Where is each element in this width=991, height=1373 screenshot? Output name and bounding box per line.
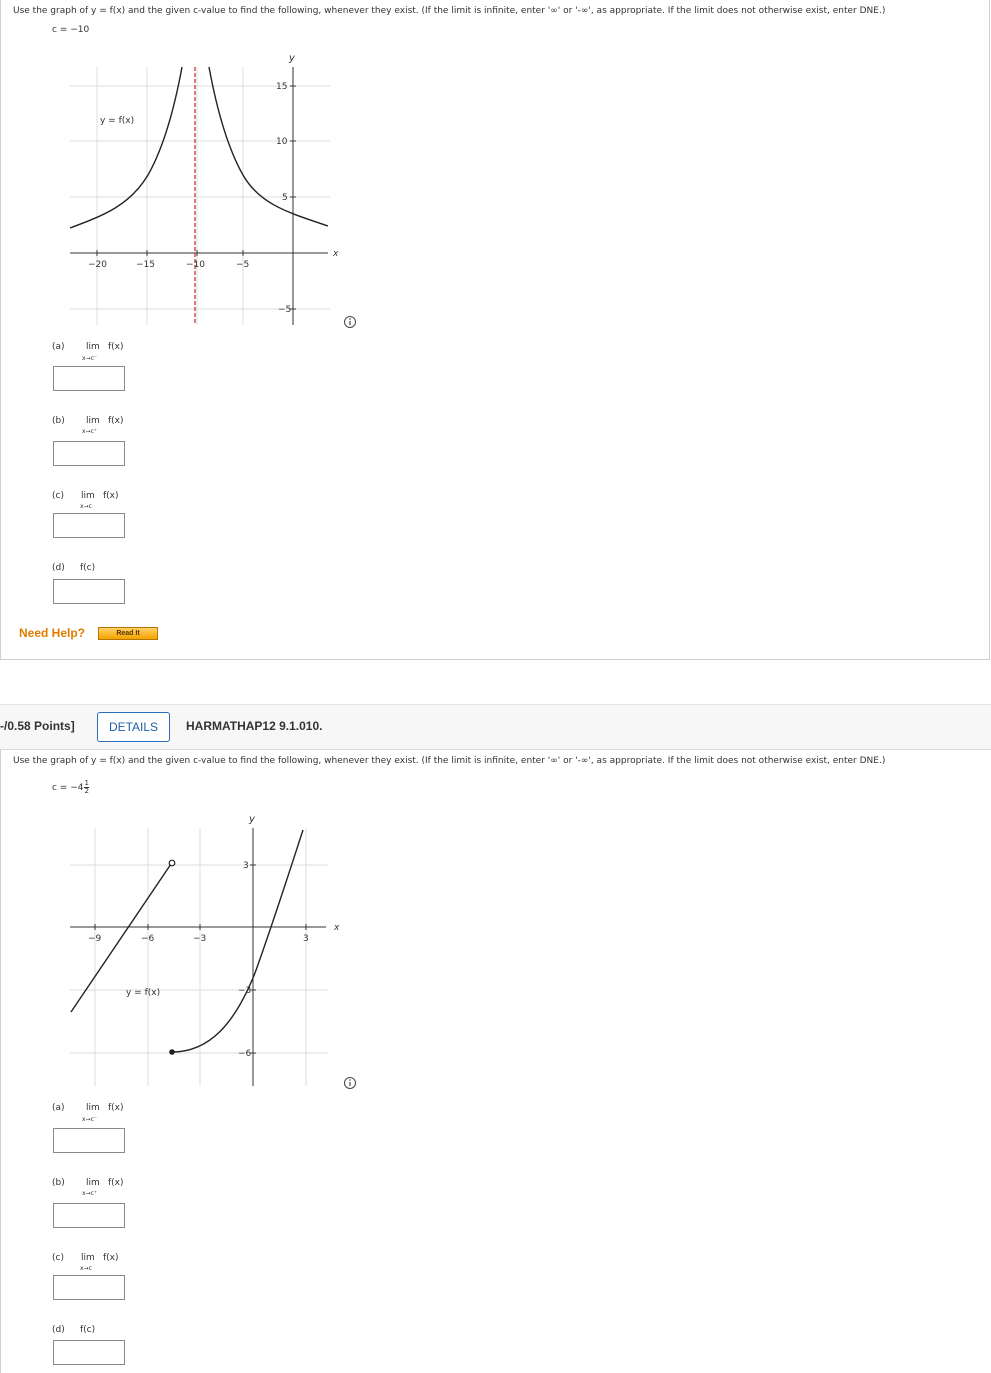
part-d-label: (d) — [52, 1325, 65, 1335]
part-a-sub: x→c⁻ — [82, 1116, 98, 1123]
points-label: -/0.58 Points] — [0, 719, 75, 733]
part-c-func: f(x) — [103, 491, 119, 501]
y-axis-label: y — [289, 53, 295, 64]
part-d-expr: f(c) — [80, 563, 96, 573]
answer-input-d[interactable] — [53, 579, 125, 604]
x-tick-label: −5 — [236, 260, 250, 270]
part-b-sub: x→c⁺ — [82, 428, 98, 435]
need-help-label: Need Help? — [19, 626, 86, 640]
answer-input-d[interactable] — [53, 1340, 125, 1365]
part-c-label: (c) — [52, 1253, 64, 1263]
x-tick-label: 3 — [303, 934, 309, 944]
part-a-func: f(x) — [108, 342, 124, 352]
part-b-label: (b) — [52, 416, 65, 426]
problem-2-instructions: Use the graph of y = f(x) and the given c-value to find the following, whenever they exist. (If the limit is infinite, enter '∞' or '-∞', as appropriate. If the limit does not otherwise exist, enter DNE.) — [13, 756, 886, 766]
part-c-lim: lim — [81, 491, 95, 501]
c-value-numerator: 1 — [84, 779, 89, 787]
y-tick-label: −5 — [278, 305, 292, 315]
answer-input-a[interactable] — [53, 1128, 125, 1153]
part-b-lim: lim — [86, 416, 100, 426]
x-tick-label: −15 — [136, 260, 155, 270]
part-a-func: f(x) — [108, 1103, 124, 1113]
part-c-func: f(x) — [103, 1253, 119, 1263]
part-a-sub: x→c⁻ — [82, 355, 98, 362]
x-tick-label: −3 — [193, 934, 207, 944]
c-value-denominator: 2 — [84, 787, 89, 795]
answer-input-c[interactable] — [53, 513, 125, 538]
y-axis-label: y — [249, 814, 255, 825]
x-axis-label: x — [334, 923, 340, 933]
x-axis-label: x — [333, 249, 339, 259]
x-tick-label: −9 — [88, 934, 102, 944]
part-b-label: (b) — [52, 1178, 65, 1188]
part-b-func: f(x) — [108, 416, 124, 426]
x-tick-label: −20 — [88, 260, 107, 270]
part-a-label: (a) — [52, 1103, 65, 1113]
part-c-sub: x→c — [80, 503, 92, 510]
c-value-prefix: c = −4 — [52, 783, 84, 793]
curved-piece — [172, 830, 303, 1052]
details-button[interactable]: DETAILS — [97, 712, 170, 742]
part-c-sub: x→c — [80, 1265, 92, 1272]
x-tick-label: −10 — [186, 260, 205, 270]
y-tick-label: 10 — [276, 137, 288, 147]
answer-input-b[interactable] — [53, 441, 125, 466]
read-it-button[interactable]: Read It — [98, 627, 158, 640]
problem-1-instructions: Use the graph of y = f(x) and the given c-value to find the following, whenever they exist. (If the limit is infinite, enter '∞' or '-∞', as appropriate. If the limit does not otherwise exist, enter DNE.) — [13, 6, 886, 16]
part-d-expr: f(c) — [80, 1325, 96, 1335]
part-c-lim: lim — [81, 1253, 95, 1263]
part-b-sub: x→c⁺ — [82, 1190, 98, 1197]
curve-left-branch — [70, 67, 182, 228]
problem-2-graph — [60, 808, 350, 1093]
curve-label: y = f(x) — [100, 116, 135, 126]
answer-input-c[interactable] — [53, 1275, 125, 1300]
answer-input-b[interactable] — [53, 1203, 125, 1228]
problem-1-graph — [60, 45, 350, 335]
curve-label: y = f(x) — [126, 988, 161, 998]
part-a-lim: lim — [86, 1103, 100, 1113]
x-tick-label: −6 — [141, 934, 155, 944]
y-tick-label: −6 — [238, 1049, 252, 1059]
problem-1-c-value: c = −10 — [52, 25, 90, 35]
part-c-label: (c) — [52, 491, 64, 501]
part-b-lim: lim — [86, 1178, 100, 1188]
closed-endpoint — [169, 1049, 175, 1055]
part-d-label: (d) — [52, 563, 65, 573]
answer-input-a[interactable] — [53, 366, 125, 391]
y-tick-label: 5 — [282, 193, 288, 203]
problem-code: HARMATHAP12 9.1.010. — [186, 719, 323, 733]
part-b-func: f(x) — [108, 1178, 124, 1188]
y-tick-label: 3 — [243, 861, 249, 871]
open-endpoint — [169, 860, 175, 866]
part-a-lim: lim — [86, 342, 100, 352]
info-icon[interactable] — [343, 1076, 357, 1090]
curve-right-branch — [209, 67, 328, 226]
problem-2-c-value — [52, 780, 89, 795]
part-a-label: (a) — [52, 342, 65, 352]
y-tick-label: 15 — [276, 82, 288, 92]
y-tick-label: −3 — [238, 986, 252, 996]
info-icon[interactable] — [343, 315, 357, 329]
